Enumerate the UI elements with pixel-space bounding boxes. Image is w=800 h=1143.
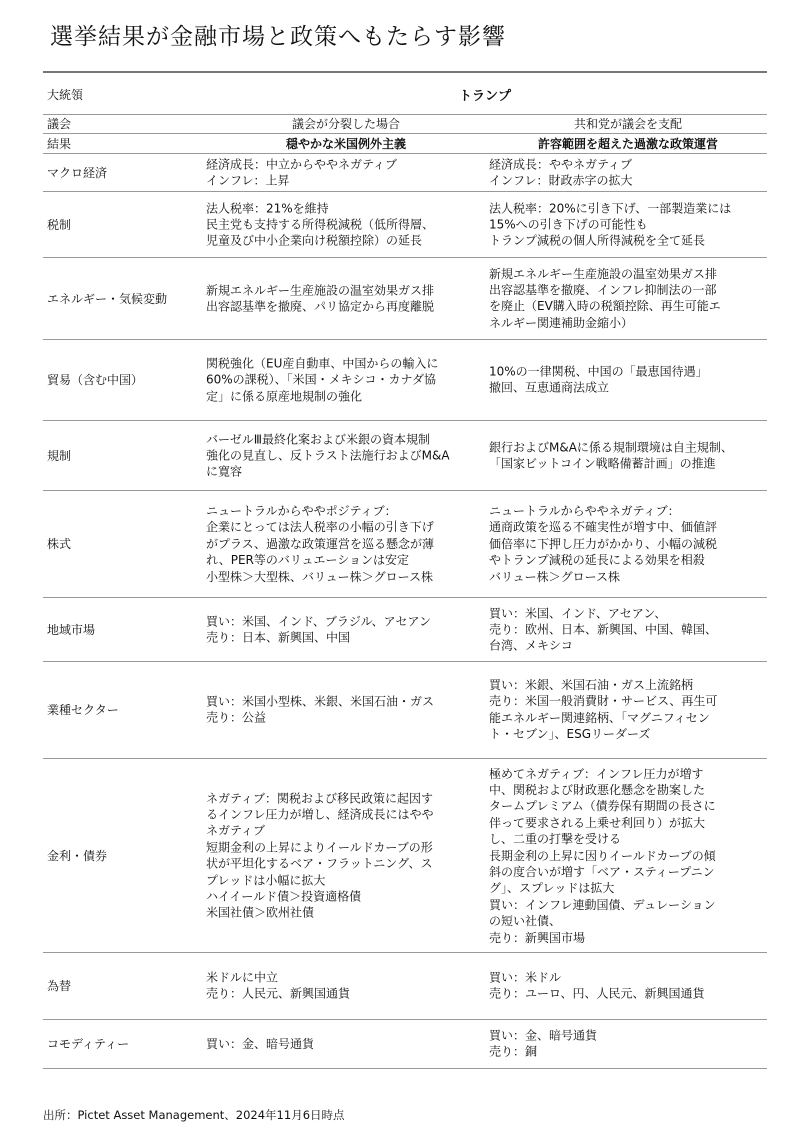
row-cell-republican: 法人税率：20%に引き下げ、一部製造業には 15%への引き下げの可能性も トランプ減税の個人所得減税を全て延長 (489, 200, 732, 248)
header-result-row (43, 133, 767, 153)
row-cell-republican: 経済成長：ややネガティブ インフレ：財政赤字の拡大 (489, 157, 633, 188)
row-cell-split: 買い：米国、インド、ブラジル、アセアン 売り：日本、新興国、中国 (206, 614, 432, 645)
row-cell-republican: 買い：米国、インド、アセアン、 売り：欧州、日本、新興国、中国、韓国、 台湾、メキシコ (489, 605, 718, 653)
congress-label: 議会 (47, 116, 72, 131)
result-label: 結果 (47, 136, 72, 151)
row-cell-republican: 新規エネルギー生産施設の温室効果ガス排 出容認基準を撤廃、インフレ抑制法の一部 を廃止（EV購入時の税額控除、再生可能エ ネルギー関連補助金縮小） (489, 266, 721, 330)
row-cell-split: 法人税率：21%を維持 民主党も支持する所得税減税（低所得層、 児童及び中小企業向け税額控除）の延長 (206, 200, 435, 248)
impact-table (43, 71, 767, 1069)
source-note: 出所：Pictet Asset Management、2024年11月6日時点 (43, 1108, 345, 1122)
header-congress-row (43, 114, 767, 133)
row-cell-split: 米ドルに中立 売り：人民元、新興国通貨 (206, 970, 351, 1001)
result-a: 穏やかな米国例外主義 (285, 136, 406, 151)
row-cell-republican: 買い：米銀、米国石油・ガス上流銘柄 売り：米国一般消費財・サービス、再生可 能エネルギー関連銘柄、「マグニフィセン ト・セブン」、ESGリーダーズ (489, 678, 718, 742)
row-cell-republican: 10%の一律関税、中国の「最恵国待遇」 撤回、互恵通商法成立 (489, 364, 708, 395)
row-label: 貿易（含む中国） (47, 372, 144, 387)
row-cell-split: ニュートラルからややポジティブ： 企業にとっては法人税率の小幅の引き下げ がプラス、過激な政策運営を巡る懸念が薄 れ、PER等のバリュエーションは安定 小型株＞大型株、バリュー株＞グロース株 (206, 503, 435, 584)
row-label: エネルギー・気候変動 (47, 291, 168, 306)
row-cell-republican: ニュートラルからややネガティブ： 通商政策を巡る不確実性が増す中、価値評 価倍率に下押し圧力がかかり、小幅の減税 やトランプ減税の延長による効果を相殺 バリュー株＞グロース株 (489, 503, 718, 584)
table-row (43, 758, 767, 952)
congress-a: 議会が分裂した場合 (291, 116, 400, 131)
row-cell-split: 新規エネルギー生産施設の温室効果ガス排 出容認基準を撤廃、パリ協定から再度離脱 (206, 283, 435, 314)
row-cell-split: 関税強化（EU産自動車、中国からの輸入に 60%の課税）、「米国・メキシコ・カナダ協 定」に係る原産地規制の強化 (206, 356, 439, 404)
table-row (43, 153, 767, 191)
table-row (43, 490, 767, 597)
row-label: コモディティー (47, 1036, 130, 1051)
row-label: 金利・債券 (47, 848, 108, 863)
table-row (43, 597, 767, 661)
table-row (43, 339, 767, 420)
header-president-row (43, 71, 767, 114)
row-label: 地域市場 (47, 622, 96, 637)
row-cell-split: 買い：金、暗号通貨 (206, 1036, 315, 1051)
row-label: 為替 (47, 978, 72, 993)
congress-b: 共和党が議会を支配 (573, 116, 682, 131)
row-cell-split: ネガティブ：関税および移民政策に起因す るインフレ圧力が増し、経済成長にはやや ネガティブ 短期金利の上昇によりイールドカーブの形 状が平坦化するベア・フラットニング、ス プレッドは小幅に拡大 ハイイールド債＞投資適格債 米国社債＞欧州社債 (206, 790, 434, 920)
row-cell-republican: 極めてネガティブ：インフレ圧力が増す 中、関税および財政悪化懸念を勘案した タームプレミアム（債券保有期間の長さに 伴って要求される上乗せ利回り）が拡大 し、二重の打撃を受ける 長期金利の上昇に因りイールドカーブの傾 斜の度合いが増す「ベア・スティープニン グ」、スプレッドは拡大 買い：インフレ連動国債、デュレーション の短い社債、 売り：新興国市場 (489, 766, 716, 945)
table-row (43, 420, 767, 490)
president-value: トランプ (458, 89, 511, 104)
table-row (43, 1019, 767, 1069)
row-cell-split: バーゼルⅢ最終化案および米銀の資本規制 強化の見直し、反トラスト法施行およびM&A に寛容 (206, 431, 450, 479)
table-row (43, 661, 767, 758)
row-label: 業種セクター (47, 702, 119, 717)
row-label: 税制 (47, 217, 72, 232)
row-label: マクロ経済 (47, 165, 108, 180)
row-cell-republican: 銀行およびM&Aに係る規制環境は自主規制、 「国家ビットコイン戦略備蓄計画」の推進 (489, 440, 733, 471)
table-row (43, 191, 767, 257)
row-label: 規制 (47, 448, 72, 463)
president-label: 大統領 (47, 88, 84, 102)
row-label: 株式 (47, 536, 72, 551)
table-row (43, 952, 767, 1019)
row-cell-republican: 買い：金、暗号通貨 売り：銅 (489, 1028, 598, 1059)
result-b: 許容範囲を超えた過激な政策運営 (537, 136, 718, 151)
page-title: 選挙結果が金融市場と政策へもたらす影響 (50, 24, 506, 50)
row-cell-split: 経済成長：中立からややネガティブ インフレ：上昇 (206, 157, 398, 188)
row-cell-split: 買い：米国小型株、米銀、米国石油・ガス 売り：公益 (206, 694, 435, 725)
row-cell-republican: 買い：米ドル 売り：ユーロ、円、人民元、新興国通貨 (489, 970, 705, 1001)
table-row (43, 257, 767, 339)
